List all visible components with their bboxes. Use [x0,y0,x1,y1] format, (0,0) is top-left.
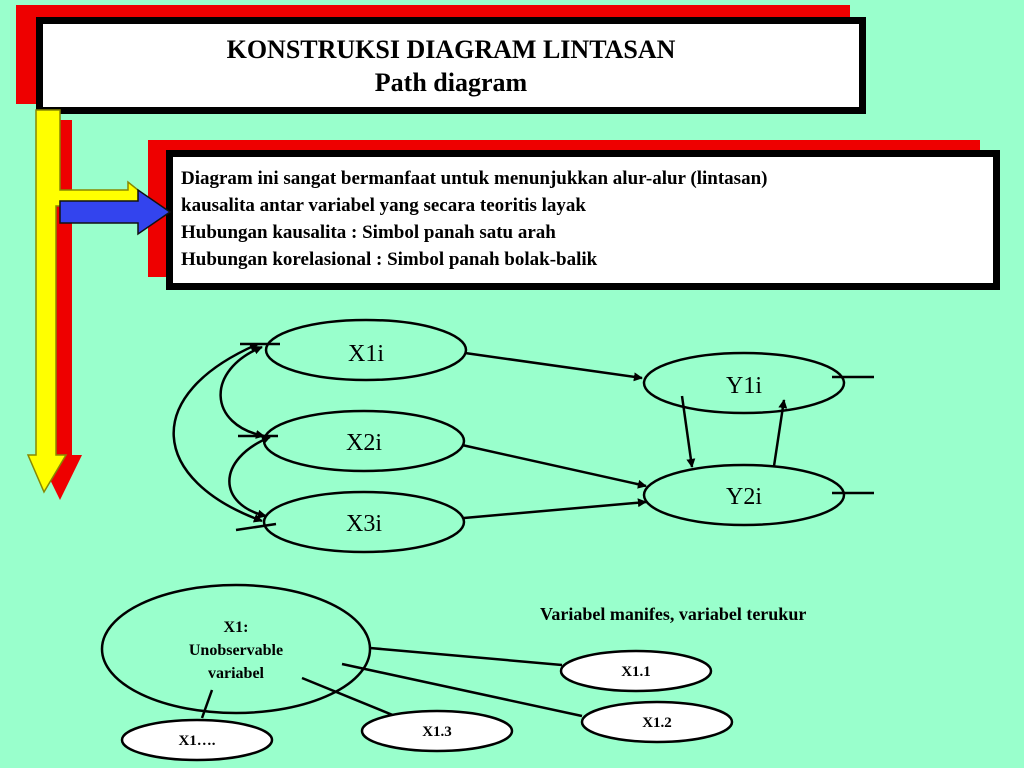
node-y1-label: Y1i [726,373,762,399]
indicator-x13-label: X1.3 [422,724,452,740]
description-line-2: kausalita antar variabel yang secara teoritis layak [181,195,586,216]
node-x3-label: X3i [346,511,382,537]
latent-label-line-1: X1: [223,619,249,636]
manifest-caption: Variabel manifes, variabel terukur [540,604,807,624]
arrow-x3-y2 [464,502,646,518]
indicator-x1n-label: X1…. [178,733,216,749]
corr-x2-x3 [229,437,270,516]
arrow-x2-y2 [462,445,646,486]
link-x1-x13 [302,678,400,718]
arrow-x1-y1 [465,353,642,378]
node-x2-label: X2i [346,430,382,456]
link-x1-x11 [370,648,562,665]
indicator-x12-label: X1.2 [642,715,672,731]
yellow-down-arrow [28,110,148,492]
title-line-1: KONSTRUKSI DIAGRAM LINTASAN [226,34,676,64]
arrow-y2-y1 [774,400,784,466]
node-y2-label: Y2i [726,484,762,510]
link-x1-x1n [202,690,212,718]
description-line-3: Hubungan kausalita : Simbol panah satu arah [181,222,556,243]
description-line-4: Hubungan korelasional : Simbol panah bolak-balik [181,249,598,270]
indicator-x11-label: X1.1 [621,664,651,680]
latent-label-line-2: Unobservable [188,642,284,659]
title-line-2: Path diagram [374,67,528,97]
latent-label-line-3: variabel [208,665,264,682]
description-line-1: Diagram ini sangat bermanfaat untuk menunjukkan alur-alur (lintasan) [181,168,768,189]
node-x1-label: X1i [348,341,384,367]
